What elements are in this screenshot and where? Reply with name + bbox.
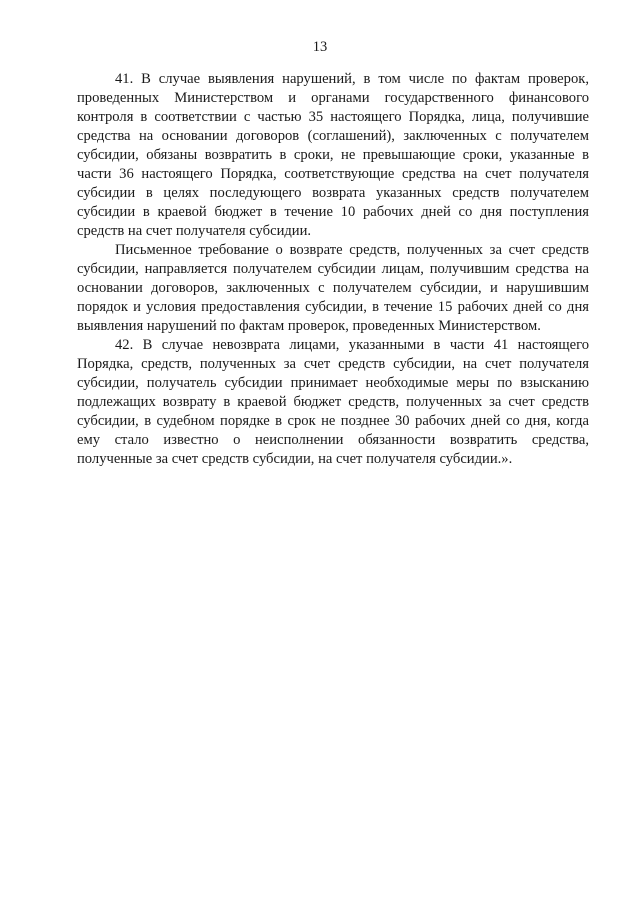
page-number: 13 <box>312 39 328 55</box>
paragraph-41: 41. В случае выявления нарушений, в том числе по фактам проверок, проведенных Министерством и органами государственного финансового контроля в соответствии с частью 35 настоящего Порядка, лица, получившие средства на основании договоров (соглашений), заключенных с получателем субсидии, обязаны возвратить в сроки, не превышающие сроки, указанные в части 36 настоящего Порядка, соответствующие средства на счет получателя субсидии в целях последующего возврата указанных средств получателем субсидии в краевой бюджет в течение 10 рабочих дней со дня поступления средств на счет получателя субсидии. <box>77 71 589 239</box>
document-body <box>77 70 589 469</box>
paragraph-written-demand: Письменное требование о возврате средств, полученных за счет средств субсидии, направляется получателем субсидии лицам, получившим средства на основании договоров, заключенных с получателем субсидии, и нарушившим порядок и условия предоставления субсидии, в течение 15 рабочих дней со дня выявления нарушений по фактам проверок, проведенных Министерством. <box>77 242 589 334</box>
paragraph-42: 42. В случае невозврата лицами, указанными в части 41 настоящего Порядка, средств, полученных за счет средств субсидии, на счет получателя субсидии, получатель субсидии принимает необходимые меры по взысканию подлежащих возврату в краевой бюджет средств, полученных за счет средств субсидии, в судебном порядке в срок не позднее 30 рабочих дней со дня, когда ему стало известно о неисполнении обязанности возвратить средства, полученные за счет средств субсидии, на счет получателя субсидии.». <box>77 337 589 467</box>
